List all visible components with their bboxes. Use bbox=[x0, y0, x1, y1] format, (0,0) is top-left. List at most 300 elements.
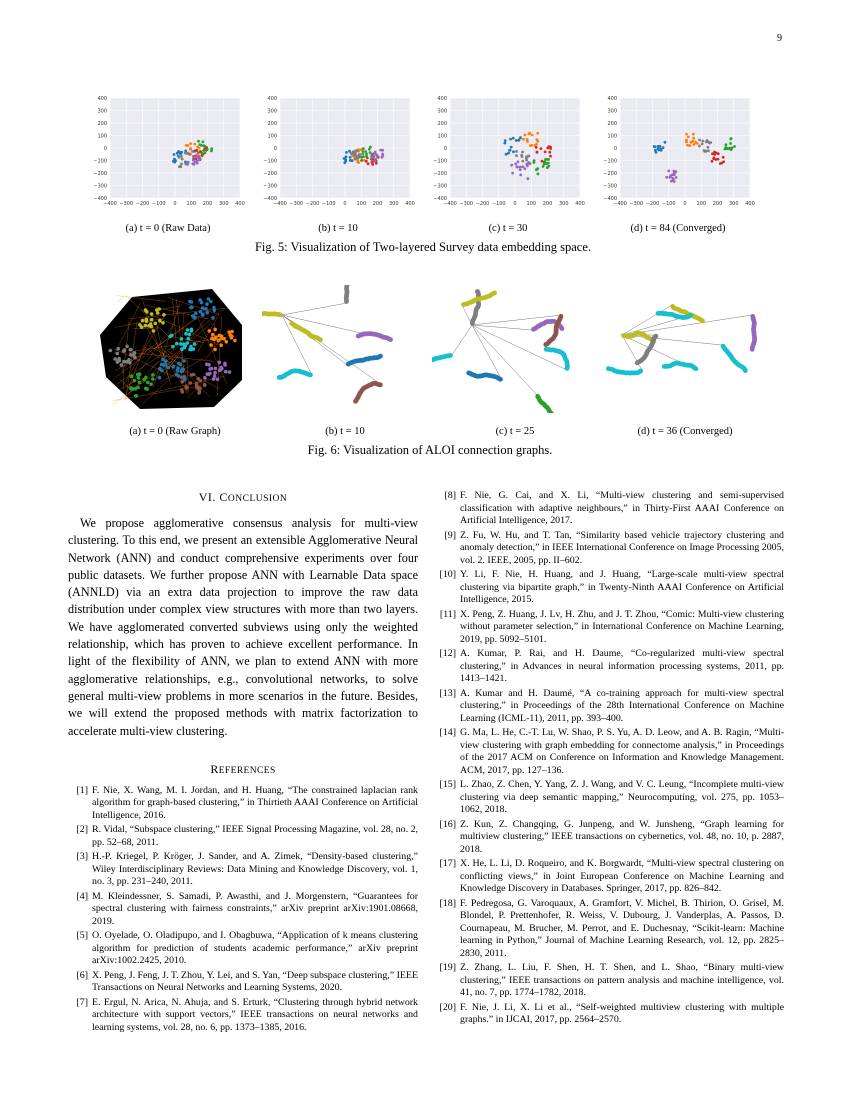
graph-node bbox=[184, 344, 188, 348]
graph-node bbox=[134, 394, 138, 398]
graph-node bbox=[544, 347, 549, 352]
references-heading-first: R bbox=[210, 761, 219, 776]
fig5-subcaption-d: (d) t = 84 (Converged) bbox=[630, 223, 726, 234]
graph-node bbox=[151, 373, 155, 377]
scatter-point bbox=[362, 155, 365, 158]
y-tick-label: 200 bbox=[437, 121, 447, 127]
x-tick-label: 400 bbox=[405, 201, 415, 207]
graph-node bbox=[176, 366, 180, 370]
reference-number: [2] bbox=[76, 824, 88, 836]
y-tick-label: 100 bbox=[97, 133, 107, 140]
scatter-point bbox=[717, 158, 720, 161]
graph-node bbox=[149, 382, 153, 386]
graph-node bbox=[142, 378, 146, 382]
y-tick-label: −300 bbox=[433, 183, 447, 190]
reference-item bbox=[68, 891, 418, 929]
scatter-point bbox=[344, 160, 347, 163]
graph-node bbox=[158, 319, 162, 323]
x-tick-label: 300 bbox=[218, 201, 229, 207]
scatter-point bbox=[549, 155, 552, 158]
graph-node bbox=[160, 363, 164, 367]
conclusion-title-rest: ONCLUSION bbox=[227, 494, 288, 504]
scatter-point bbox=[536, 167, 539, 170]
scatter-point bbox=[698, 145, 701, 148]
graph-node bbox=[133, 379, 137, 383]
scatter-point bbox=[179, 165, 182, 168]
graph-node bbox=[152, 329, 156, 333]
graph-node bbox=[199, 310, 203, 314]
scatter-point bbox=[687, 136, 690, 139]
y-tick-label: −200 bbox=[603, 171, 617, 177]
graph-node bbox=[138, 372, 142, 376]
graph-node bbox=[183, 378, 187, 382]
y-tick-label: 100 bbox=[437, 133, 447, 140]
scatter-point bbox=[505, 153, 508, 156]
scatter-point bbox=[188, 153, 191, 156]
fig5-caption: Fig. 5: Visualization of Two-layered Survey data embedding space. bbox=[254, 240, 592, 254]
y-tick-label: 200 bbox=[97, 121, 107, 127]
scatter-point bbox=[713, 151, 716, 154]
fig6-graph-c bbox=[432, 285, 598, 413]
y-tick-label: −100 bbox=[263, 158, 277, 165]
graph-node bbox=[743, 368, 748, 373]
scatter-point bbox=[197, 140, 200, 143]
scatter-point bbox=[705, 140, 708, 143]
scatter-point bbox=[685, 139, 688, 142]
scatter-point bbox=[675, 170, 678, 173]
graph-node bbox=[144, 387, 148, 391]
scatter-point bbox=[189, 142, 192, 145]
x-tick-label: −200 bbox=[305, 201, 320, 207]
graph-node bbox=[190, 306, 194, 310]
graph-node bbox=[149, 322, 153, 326]
x-tick-label: 100 bbox=[356, 201, 367, 207]
y-tick-label: −400 bbox=[433, 196, 447, 202]
y-tick-label: 200 bbox=[607, 121, 617, 127]
reference-number: [6] bbox=[76, 969, 88, 981]
y-tick-label: 300 bbox=[97, 108, 107, 115]
scatter-point bbox=[203, 145, 206, 148]
reference-text: Z. Kun, Z. Changqing, G. Junpeng, and W. Junsheng, “Graph learning for multiview clustering,” IEEE transactions on cybernetics, vol. 48, no. 10, p. 2887, 2018. bbox=[460, 818, 784, 855]
graph-node bbox=[122, 349, 126, 353]
scatter-point bbox=[516, 166, 519, 169]
scatter-point bbox=[536, 132, 539, 135]
scatter-point bbox=[348, 150, 351, 153]
x-tick-label: −300 bbox=[459, 201, 474, 207]
graph-node bbox=[144, 308, 148, 312]
x-tick-label: 0 bbox=[513, 201, 517, 207]
graph-node bbox=[212, 306, 216, 310]
fig6-subfigure-c bbox=[432, 285, 598, 437]
reference-text: L. Zhao, Z. Chen, Y. Yang, Z. J. Wang, and V. C. Leung, “Incomplete multi-view clustering via deep semantic mapping,” Neurocomputing, vol. 275, pp. 1053–1062, 2018. bbox=[460, 779, 784, 815]
graph-node bbox=[158, 376, 162, 380]
scatter-point bbox=[187, 162, 190, 165]
scatter-point bbox=[726, 147, 729, 150]
scatter-point bbox=[181, 158, 184, 161]
reference-number: [20] bbox=[439, 1001, 456, 1013]
graph-node bbox=[560, 326, 565, 331]
scatter-point bbox=[187, 144, 190, 147]
scatter-point bbox=[361, 152, 364, 155]
conclusion-paragraph: We propose agglomerative consensus analysis for multi-view clustering. To this end, we present an extensible Agglomerative Neural Network (ANN) and conduct comprehensive experiments over four public datasets. We further propose ANN with Learnable Data space (ANNLD) via an extra data projection to improve the raw data distribution under complex view structures with more than two layers. We have agglomerated converted subviews using only the weighted relationship, which has proven to achieve excellent performance. In light of the flexibility of ANN, we plan to extend ANN with more agglomerative relationships, e.g., convolutional networks, to solve general multi-view problems in more scenarios in the future. Besides, we will extend the proposed methods with matrix factorization to accelerate multi-view clustering. bbox=[68, 516, 418, 738]
graph-edge bbox=[622, 305, 672, 335]
x-tick-label: 0 bbox=[173, 201, 177, 207]
x-tick-label: −400 bbox=[613, 201, 627, 207]
reference-text: G. Ma, L. He, C.-T. Lu, W. Shao, P. S. Yu, A. D. Leow, and A. B. Ragin, “Multi-view clustering with graph embedding for connectome analysis,” in Proceedings of the 2017 ACM on Conference on Information and Knowledge Management. ACM, 2017, pp. 127–136. bbox=[460, 727, 784, 776]
scatter-point bbox=[690, 141, 693, 144]
graph-node bbox=[203, 383, 207, 387]
scatter-point bbox=[509, 149, 512, 152]
scatter-point bbox=[210, 147, 213, 150]
x-tick-label: 0 bbox=[683, 201, 687, 207]
graph-node bbox=[130, 375, 134, 379]
fig6-caption: Fig. 6: Visualization of ALOI connection graphs. bbox=[307, 443, 553, 457]
graph-node bbox=[136, 386, 140, 390]
figure-6 bbox=[92, 285, 768, 458]
fig5-subcaption-c: (c) t = 30 bbox=[488, 223, 528, 234]
graph-node bbox=[156, 311, 160, 315]
scatter-point bbox=[526, 140, 529, 143]
scatter-point bbox=[354, 154, 357, 157]
scatter-point bbox=[547, 165, 550, 168]
fig6-subcaption-c: (c) t = 25 bbox=[495, 426, 535, 437]
graph-node bbox=[210, 367, 214, 371]
graph-node bbox=[214, 367, 218, 371]
scatter-point bbox=[692, 133, 695, 136]
graph-node bbox=[120, 363, 124, 367]
reference-number: [8] bbox=[444, 490, 456, 501]
reference-number: [1] bbox=[76, 784, 88, 796]
y-tick-label: −100 bbox=[603, 158, 617, 165]
x-tick-label: 0 bbox=[343, 201, 347, 207]
y-tick-label: 400 bbox=[607, 96, 617, 102]
reference-item bbox=[432, 569, 784, 607]
scatter-point bbox=[191, 150, 194, 153]
scatter-point bbox=[692, 137, 695, 140]
scatter-point bbox=[519, 166, 522, 169]
reference-item bbox=[68, 851, 418, 889]
scatter-point bbox=[531, 134, 534, 137]
scatter-point bbox=[369, 151, 372, 154]
reference-text: F. Pedregosa, G. Varoquaux, A. Gramfort, V. Michel, B. Thirion, O. Grisel, M. Blondel, P. Prettenhofer, R. Weiss, V. Dubourg, J. Vanderplas, A. Passos, D. Cournapeau, M. Brucher, M. Perrot, and E. Duchesnay, “Scikit-learn: Machine learning in Python,” Journal of Machine Learning Research, vol. 12, pp. 2825–2830, 2011. bbox=[460, 897, 784, 959]
graph-node bbox=[160, 369, 164, 373]
scatter-point bbox=[698, 139, 701, 142]
scatter-point bbox=[522, 138, 525, 141]
scatter-point bbox=[722, 156, 725, 159]
scatter-point bbox=[204, 152, 207, 155]
y-tick-label: −300 bbox=[93, 183, 107, 190]
reference-item bbox=[432, 858, 784, 896]
graph-node bbox=[137, 376, 141, 380]
graph-edge bbox=[452, 325, 472, 355]
y-tick-label: 300 bbox=[607, 108, 617, 115]
reference-number: [5] bbox=[76, 930, 88, 942]
graph-node bbox=[190, 328, 194, 332]
scatter-point bbox=[512, 150, 515, 153]
scatter-point bbox=[686, 144, 689, 147]
scatter-point bbox=[517, 139, 520, 142]
y-tick-label: 0 bbox=[443, 146, 447, 152]
scatter-point bbox=[178, 150, 181, 153]
graph-node bbox=[180, 347, 184, 351]
scatter-point bbox=[696, 142, 699, 145]
reference-text: Z. Zhang, L. Liu, F. Shen, H. T. Shen, and L. Shao, “Binary multi-view clustering,” IEEE transactions on pattern analysis and machine intelligence, vol. 41, no. 7, pp. 1774–1782, 2018. bbox=[460, 962, 784, 998]
x-tick-label: −300 bbox=[119, 201, 134, 207]
graph-node bbox=[216, 378, 220, 382]
x-tick-label: −200 bbox=[645, 201, 660, 207]
reference-text: A. Kumar, P. Rai, and H. Daume, “Co-regularized multi-view spectral clustering,” in Advances in neural information processing systems, 2011, pp. 1413–1421. bbox=[460, 648, 784, 684]
scatter-point bbox=[675, 176, 678, 179]
graph-edge bbox=[117, 295, 125, 303]
scatter-point bbox=[504, 139, 507, 142]
scatter-point bbox=[515, 154, 518, 157]
reference-text: X. Peng, Z. Huang, J. Lv, H. Zhu, and J. T. Zhou, “Comic: Multi-view clustering without parameter selection,” in International Conference on Machine Learning, 2019, pp. 5092–5101. bbox=[460, 608, 784, 645]
scatter-point bbox=[365, 160, 368, 163]
graph-node bbox=[197, 391, 201, 395]
scatter-point bbox=[713, 153, 716, 156]
scatter-point bbox=[357, 154, 360, 157]
x-tick-label: 400 bbox=[575, 201, 585, 207]
scatter-point bbox=[533, 161, 536, 164]
fig5-scatter-b bbox=[258, 90, 418, 215]
scatter-point bbox=[711, 160, 714, 163]
graph-node bbox=[219, 337, 223, 341]
graph-node bbox=[180, 337, 184, 341]
graph-node bbox=[191, 314, 195, 318]
graph-node bbox=[175, 342, 179, 346]
x-tick-label: 200 bbox=[542, 201, 553, 207]
scatter-point bbox=[540, 147, 543, 150]
scatter-point bbox=[664, 141, 667, 144]
page-number: 9 bbox=[777, 33, 782, 44]
graph-node bbox=[144, 324, 148, 328]
reference-number: [13] bbox=[439, 687, 456, 699]
scatter-point bbox=[544, 151, 547, 154]
reference-text: X. He, L. Li, D. Roqueiro, and K. Borgwardt, “Multi-view spectral clustering on conflicting views,” in Joint European Conference on Machine Learning and Knowledge Discovery in Databases. Springer, 2017, pp. 826–842. bbox=[460, 858, 784, 894]
scatter-point bbox=[367, 162, 370, 165]
y-tick-label: −200 bbox=[433, 171, 447, 177]
scatter-point bbox=[527, 133, 530, 136]
reference-item bbox=[432, 1002, 784, 1027]
graph-node bbox=[122, 360, 126, 364]
fig5-scatter-a bbox=[88, 90, 248, 215]
graph-node bbox=[203, 376, 207, 380]
graph-node bbox=[189, 348, 193, 352]
scatter-point bbox=[665, 176, 668, 179]
fig5-subcaption-b: (b) t = 10 bbox=[318, 223, 358, 234]
graph-edge bbox=[622, 335, 722, 345]
reference-number: [9] bbox=[444, 529, 456, 541]
reference-item bbox=[68, 997, 418, 1035]
scatter-point bbox=[519, 174, 522, 177]
scatter-point bbox=[707, 149, 710, 152]
graph-edge bbox=[472, 325, 567, 370]
graph-node bbox=[475, 289, 480, 294]
graph-node bbox=[189, 381, 193, 385]
x-tick-label: −100 bbox=[661, 201, 676, 207]
y-tick-label: −400 bbox=[603, 196, 617, 202]
graph-node bbox=[211, 333, 215, 337]
x-tick-label: 100 bbox=[186, 201, 197, 207]
x-tick-label: −100 bbox=[491, 201, 506, 207]
x-tick-label: 200 bbox=[372, 201, 383, 207]
graph-node bbox=[194, 312, 198, 316]
reference-number: [10] bbox=[439, 569, 456, 580]
scatter-point bbox=[174, 159, 177, 162]
graph-node bbox=[188, 333, 192, 337]
reference-text: Y. Li, F. Nie, H. Huang, and J. Huang, “Large-scale multi-view spectral clustering via bipartite graph,” in Twenty-Ninth AAAI Conference on Artificial Intelligence, 2015. bbox=[460, 569, 784, 605]
scatter-point bbox=[527, 177, 530, 180]
scatter-point bbox=[511, 172, 514, 175]
x-tick-label: 200 bbox=[712, 201, 723, 207]
graph-node bbox=[225, 340, 229, 344]
scatter-point bbox=[194, 149, 197, 152]
graph-node bbox=[353, 399, 358, 404]
reference-text: M. Kleindessner, S. Samadi, P. Awasthi, and J. Morgenstern, “Guarantees for spectral clustering with fairness constraints,” arXiv preprint arXiv:1901.08668, 2019. bbox=[92, 890, 418, 927]
reference-number: [7] bbox=[76, 996, 88, 1008]
reference-text: H.-P. Kriegel, P. Kröger, J. Sander, and A. Zimek, “Density-based clustering,” Wiley Interdisciplinary Reviews: Data Mining and Knowledge Discovery, vol. 1, no. 3, pp. 231–240, 2011. bbox=[92, 851, 418, 888]
reference-text: F. Nie, G. Cai, and X. Li, “Multi-view clustering and semi-supervised classification with adaptive neighbours,” in Thirty-First AAAI Conference on Artificial Intelligence, 2017. bbox=[460, 490, 784, 526]
scatter-point bbox=[206, 148, 209, 151]
reference-item bbox=[68, 970, 418, 995]
scatter-point bbox=[729, 142, 732, 145]
graph-node bbox=[211, 316, 215, 320]
graph-node bbox=[213, 371, 217, 375]
graph-node bbox=[138, 381, 142, 385]
scatter-point bbox=[685, 133, 688, 136]
fig5-subfigure-b bbox=[258, 90, 418, 234]
graph-node bbox=[277, 375, 282, 380]
scatter-point bbox=[368, 148, 371, 151]
graph-node bbox=[150, 318, 154, 322]
fig5-scatter-c bbox=[428, 90, 588, 215]
graph-node bbox=[209, 343, 213, 347]
graph-node bbox=[204, 307, 208, 311]
fig6-subfigure-a bbox=[92, 285, 258, 437]
scatter-point bbox=[512, 137, 515, 140]
graph-edge bbox=[472, 325, 537, 395]
y-tick-label: 0 bbox=[103, 146, 107, 152]
scatter-point bbox=[370, 156, 373, 159]
graph-node bbox=[177, 374, 181, 378]
scatter-point bbox=[703, 150, 706, 153]
scatter-point bbox=[345, 151, 348, 154]
scatter-point bbox=[717, 152, 720, 155]
graph-node bbox=[205, 311, 209, 315]
scatter-point bbox=[725, 143, 728, 146]
graph-node bbox=[113, 357, 117, 361]
graph-node bbox=[167, 366, 171, 370]
graph-node bbox=[181, 368, 185, 372]
x-tick-label: 400 bbox=[235, 201, 245, 207]
y-tick-label: −100 bbox=[433, 158, 447, 165]
left-column bbox=[68, 490, 418, 1036]
scatter-point bbox=[535, 143, 538, 146]
scatter-point bbox=[343, 157, 346, 160]
scatter-point bbox=[199, 157, 202, 160]
graph-node bbox=[213, 348, 217, 352]
graph-node bbox=[129, 353, 133, 357]
scatter-point bbox=[673, 180, 676, 183]
scatter-point bbox=[535, 146, 538, 149]
scatter-point bbox=[374, 158, 377, 161]
scatter-point bbox=[360, 159, 363, 162]
reference-item bbox=[432, 819, 784, 857]
graph-node bbox=[492, 291, 497, 296]
y-tick-label: 200 bbox=[267, 121, 277, 127]
scatter-point bbox=[544, 158, 547, 161]
scatter-point bbox=[521, 155, 524, 158]
scatter-point bbox=[543, 160, 546, 163]
graph-node bbox=[378, 354, 383, 359]
reference-number: [12] bbox=[439, 648, 456, 659]
y-tick-label: −300 bbox=[603, 183, 617, 190]
scatter-point bbox=[521, 151, 524, 154]
scatter-point bbox=[515, 139, 518, 142]
graph-node bbox=[161, 321, 165, 325]
y-tick-label: −400 bbox=[263, 196, 277, 202]
right-column bbox=[432, 490, 784, 1029]
reference-item bbox=[432, 688, 784, 726]
reference-number: [18] bbox=[439, 897, 456, 909]
scatter-point bbox=[371, 161, 374, 164]
x-tick-label: 400 bbox=[745, 201, 755, 207]
scatter-point bbox=[195, 160, 198, 163]
scatter-point bbox=[543, 163, 546, 166]
reference-item bbox=[68, 785, 418, 823]
graph-node bbox=[145, 318, 149, 322]
reference-number: [15] bbox=[439, 779, 456, 790]
y-tick-label: −100 bbox=[93, 158, 107, 165]
graph-node bbox=[129, 348, 133, 352]
graph-node bbox=[193, 342, 197, 346]
reference-text: X. Peng, J. Feng, J. T. Zhou, Y. Lei, and S. Yan, “Deep subspace clustering,” IEEE Transactions on Neural Networks and Learning Systems, 2020. bbox=[92, 969, 419, 994]
scatter-point bbox=[356, 149, 359, 152]
fig5-subfigure-c bbox=[428, 90, 588, 234]
graph-node bbox=[141, 319, 145, 323]
reference-item bbox=[432, 727, 784, 777]
graph-node bbox=[127, 358, 131, 362]
references-list-left bbox=[68, 785, 418, 1035]
scatter-point bbox=[515, 150, 518, 153]
graph-node bbox=[218, 361, 222, 365]
scatter-point bbox=[547, 162, 550, 165]
scatter-point bbox=[189, 147, 192, 150]
scatter-point bbox=[354, 158, 357, 161]
x-tick-label: −300 bbox=[289, 201, 304, 207]
graph-node bbox=[223, 362, 227, 366]
y-tick-label: 0 bbox=[273, 146, 277, 152]
scatter-point bbox=[713, 156, 716, 159]
scatter-point bbox=[720, 162, 723, 165]
x-tick-label: −400 bbox=[443, 201, 457, 207]
y-tick-label: 300 bbox=[267, 108, 277, 115]
scatter-point bbox=[509, 138, 512, 141]
x-tick-label: 300 bbox=[388, 201, 399, 207]
scatter-point bbox=[357, 159, 360, 162]
x-tick-label: −300 bbox=[629, 201, 644, 207]
graph-edge bbox=[282, 315, 312, 375]
y-tick-label: −300 bbox=[263, 183, 277, 190]
graph-node bbox=[205, 302, 209, 306]
x-tick-label: 200 bbox=[202, 201, 213, 207]
scatter-point bbox=[536, 140, 539, 143]
graph-node bbox=[171, 345, 175, 349]
scatter-point bbox=[530, 144, 533, 147]
graph-node bbox=[227, 330, 231, 334]
graph-edge bbox=[282, 303, 347, 315]
x-tick-label: −100 bbox=[151, 201, 166, 207]
